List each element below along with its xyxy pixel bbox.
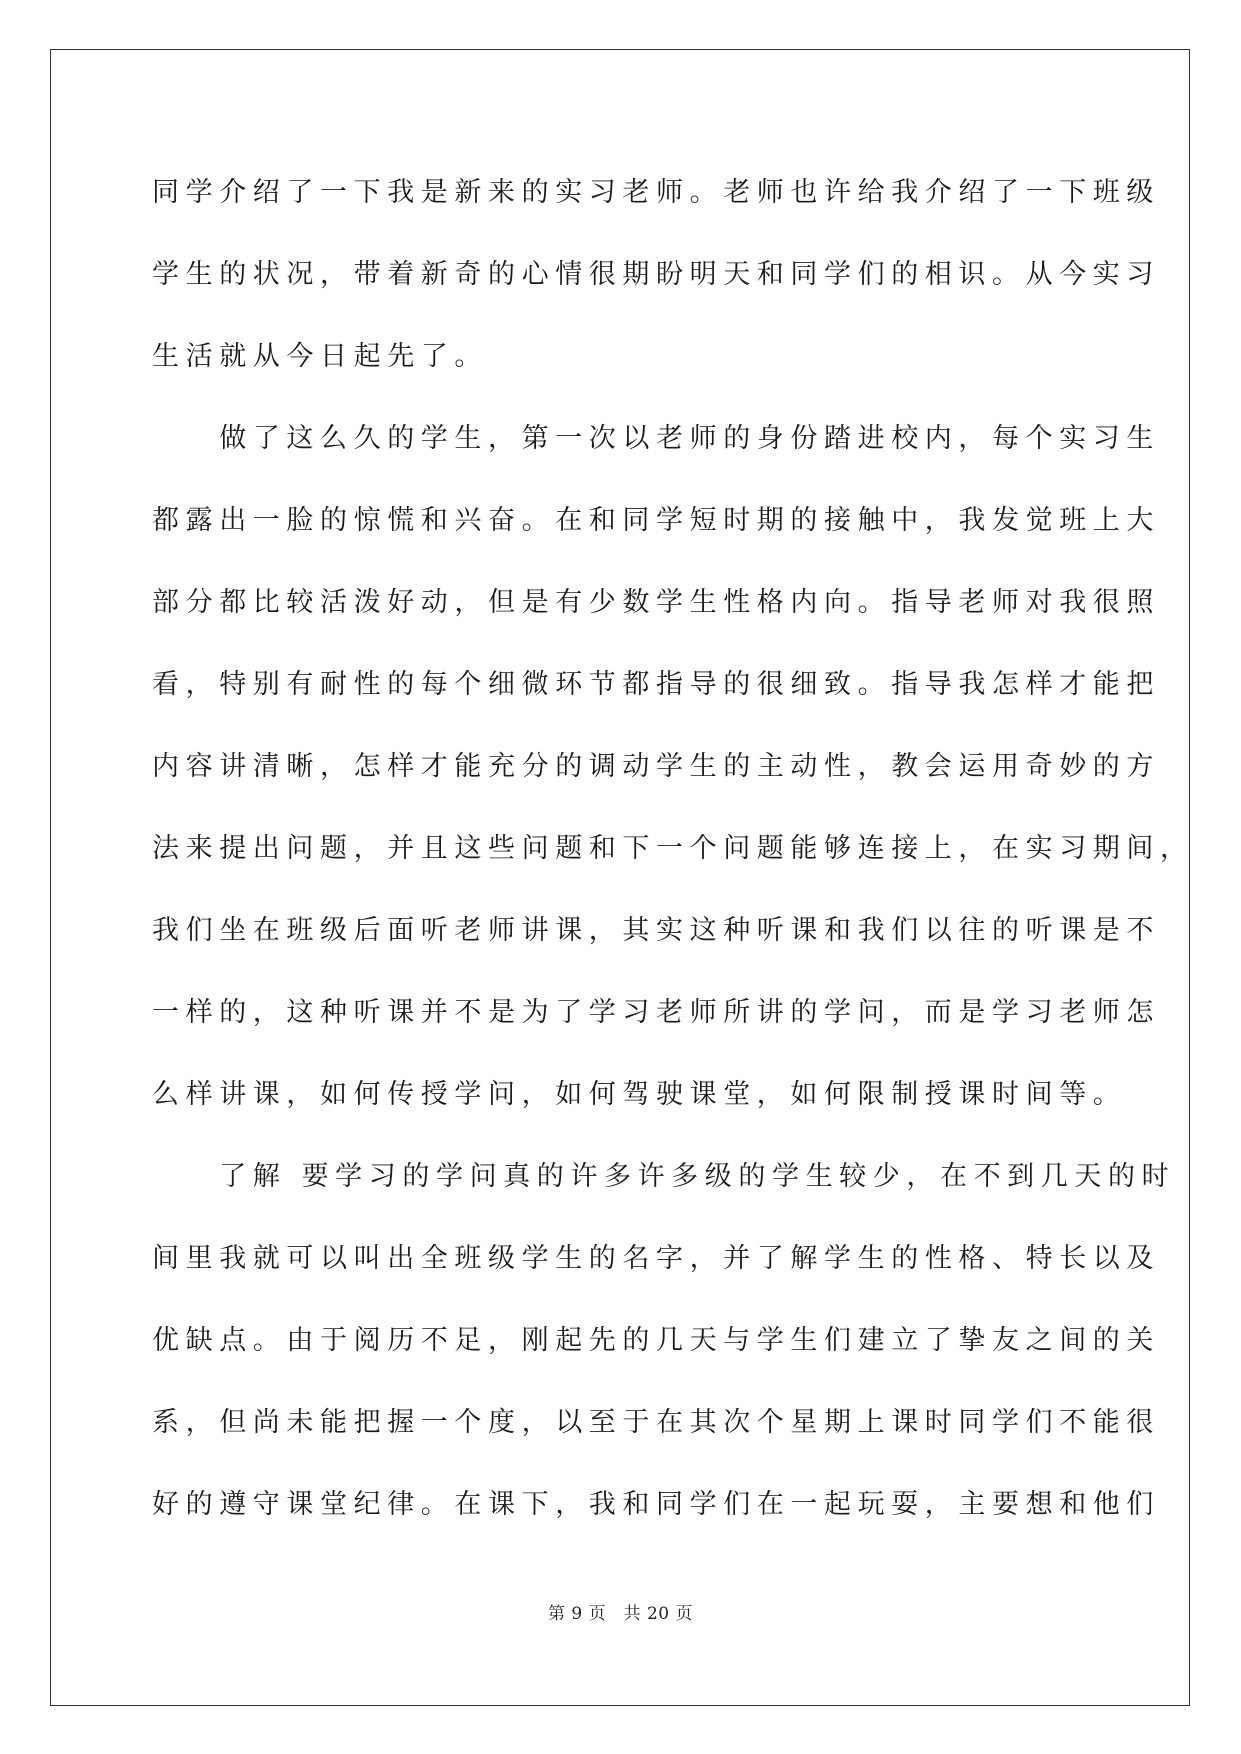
text-line-4: 做了这么久的学生，第一次以老师的身份踏进校内，每个实习生	[152, 423, 1160, 454]
text-line-5: 都露出一脸的惊慌和兴奋。在和同学短时期的接触中，我发觉班上大	[152, 505, 1160, 536]
text-line-7: 看，特别有耐性的每个细微环节都指导的很细致。指导我怎样才能把	[152, 669, 1160, 700]
text-line-1: 同学介绍了一下我是新来的实习老师。老师也许给我介绍了一下班级	[152, 177, 1160, 208]
document-body	[152, 152, 1194, 1546]
text-line-10: 我们坐在班级后面听老师讲课，其实这种听课和我们以往的听课是不	[152, 915, 1160, 946]
text-line-15: 优缺点。由于阅历不足，刚起先的几天与学生们建立了挚友之间的关	[152, 1325, 1160, 1356]
text-line-6: 部分都比较活泼好动，但是有少数学生性格内向。指导老师对我很照	[152, 587, 1160, 618]
text-line-11: 一样的，这种听课并不是为了学习老师所讲的学问，而是学习老师怎	[152, 997, 1160, 1028]
text-line-13: 了解 要学习的学问真的许多许多级的学生较少，在不到几天的时	[152, 1161, 1176, 1192]
text-line-2: 学生的状况，带着新奇的心情很期盼明天和同学们的相识。从今实习	[152, 259, 1160, 290]
text-line-17: 好的遵守课堂纪律。在课下，我和同学们在一起玩耍，主要想和他们	[152, 1489, 1160, 1520]
text-line-16: 系，但尚未能把握一个度，以至于在其次个星期上课时同学们不能很	[152, 1407, 1160, 1438]
page-number-footer: 第 9 页 共 20 页	[547, 1604, 694, 1624]
text-line-12: 么样讲课，如何传授学问，如何驾驶课堂，如何限制授课时间等。	[152, 1079, 1127, 1110]
text-line-9: 法来提出问题，并且这些问题和下一个问题能够连接上，在实习期间，	[152, 833, 1194, 864]
text-line-8: 内容讲清晰，怎样才能充分的调动学生的主动性，教会运用奇妙的方	[152, 751, 1160, 782]
text-line-3: 生活就从今日起先了。	[152, 341, 488, 372]
text-line-14: 间里我就可以叫出全班级学生的名字，并了解学生的性格、特长以及	[152, 1243, 1160, 1274]
